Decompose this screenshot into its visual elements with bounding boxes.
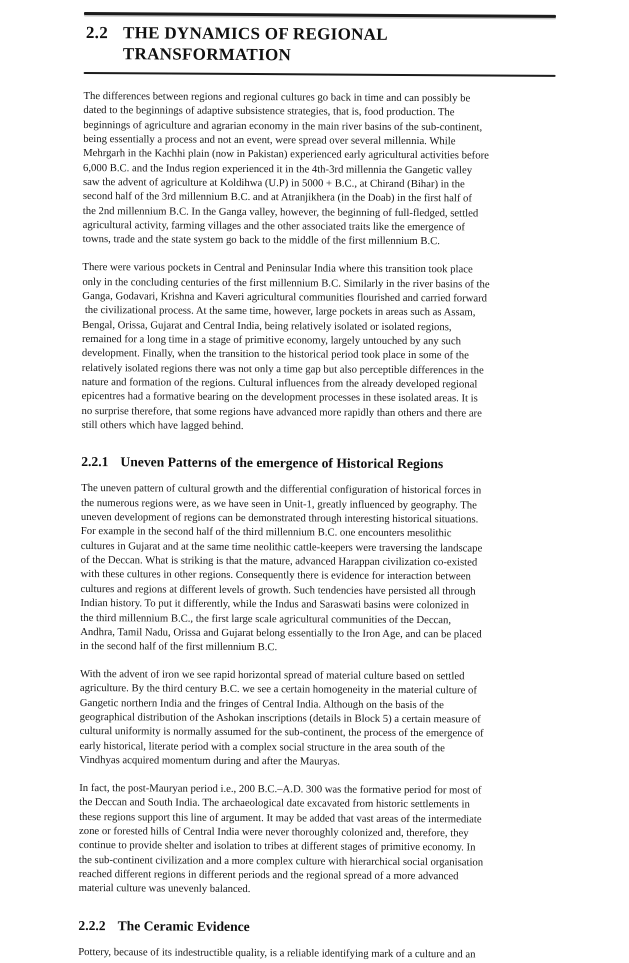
text-line: still others which have lagged behind. — [81, 419, 244, 433]
text-line: There were various pockets in Central and Peninsular India where this transition took place — [82, 261, 473, 276]
text-line: 6,000 B.C. and the Indus region experienced it in the 4th-3rd millennia the Gangetic valley — [83, 161, 473, 177]
text-line: In fact, the post-Mauryan period i.e., 200 B.C.–A.D. 300 was the formative period for most of — [79, 781, 482, 797]
paragraph — [80, 481, 553, 656]
section-heading — [81, 453, 553, 473]
text-line: geographical distribution of the Ashokan inscriptions (details in Block 5) a certain measure of — [79, 711, 481, 726]
text-line: towns, trade and the state system go back to the middle of the first millennium B.C. — [82, 233, 441, 248]
chapter-title-line-2: TRANSFORMATION — [122, 43, 292, 64]
text-line: Vindhyas acquired momentum during and after the Mauryas. — [79, 754, 341, 768]
paragraph — [78, 945, 550, 962]
text-line: being essentially a process and not an event, were spread over several millennia. While — [83, 133, 456, 148]
text-line: uneven development of regions can be demonstrated through interesting historical situations. — [80, 511, 479, 526]
text-line: Mehrgarh in the Kachhi plain (now in Pakistan) experienced early agricultural activities before — [83, 147, 489, 162]
paragraph — [79, 781, 552, 899]
paragraph — [81, 260, 554, 435]
chapter-heading — [84, 12, 556, 77]
text-line: With the advent of iron we see rapid horizontal spread of material culture based on settled — [79, 668, 465, 683]
heading-rule-bottom — [84, 71, 556, 76]
text-line: with these cultures in other regions. Consequently there is evidence for interaction between — [80, 568, 471, 583]
text-line: the sub-continent civilization and a more complex culture with hierarchical social organisation — [78, 853, 484, 869]
document-body — [78, 89, 555, 962]
chapter-title — [86, 22, 556, 67]
text-line: The uneven pattern of cultural growth and the differential configuration of historical forces in — [81, 482, 482, 497]
text-line: Pottery, because of its indestructible quality, is a reliable identifying mark of a culture and an — [78, 945, 476, 961]
text-line: Indian history. To put it differently, while the Indus and Saraswati basins were colonized in — [80, 597, 470, 612]
text-line: the third millennium B.C., the first large scale agricultural communities of the Deccan, — [80, 611, 452, 626]
text-line: reached different regions in different periods and the regional spread of a more advanced — [78, 867, 459, 883]
text-line: agricultural activity, farming villages and the other associated traits like the emergence of — [82, 219, 465, 234]
text-line: the Deccan and South India. The archaeological date excavated from historic settlements in — [79, 796, 470, 811]
heading-rule-top — [84, 12, 556, 17]
text-line: Bengal, Orissa, Gujarat and Central India, being relatively isolated or isolated regions, — [82, 318, 452, 333]
text-line: continue to provide shelter and isolation to tribes at different stages of primitive economy. In — [78, 839, 476, 854]
text-line: only in the concluding centuries of the first millennium B.C. Similarly in the river basins of the — [82, 275, 490, 291]
page-content — [78, 12, 556, 963]
text-line: For example in the second half of the third millennium B.C. one encounters mesolithic — [80, 525, 452, 540]
text-line: cultures in Gujarat and at the same time neolithic cattle-keepers were traversing the landscape — [80, 539, 483, 555]
text-line: these regions support this line of argument. It may be added that vast areas of the intermediate — [79, 810, 482, 826]
text-line: in the second half of the first millennium B.C. — [80, 640, 278, 654]
chapter-number: 2.2 — [85, 22, 109, 42]
section-heading — [78, 917, 550, 937]
text-line: cultural uniformity is normally assumed for the sub-continent, the process of the emergence of — [79, 725, 484, 740]
text-line: dated to the beginnings of adaptive subsistence strategies, that is, food production. The — [83, 104, 455, 119]
section-number: 2.2.2 — [78, 917, 106, 933]
text-line: no surprise therefore, that some regions have advanced more rapidly than others and there are — [81, 404, 482, 420]
text-line: the civilizational process. At the same time, however, large pockets in areas such as Assam, — [82, 304, 476, 319]
text-line: nature and formation of the regions. Cultural influences from the already developed regional — [81, 376, 478, 391]
paragraph — [79, 667, 552, 770]
text-line: early historical, literate period with a complex social structure in the area south of the — [79, 739, 445, 754]
section-number: 2.2.1 — [81, 454, 109, 470]
text-line: the 2nd millennium B.C. In the Ganga valley, however, the beginning of full-fledged, settled — [82, 204, 479, 220]
text-line: relatively isolated regions there was not only a time gap but also perceptible differences in the — [81, 361, 484, 377]
chapter-title-line-1: THE DYNAMICS OF REGIONAL — [122, 22, 388, 44]
text-line: the numerous regions were, as we have seen in Unit-1, greatly influenced by geography. The — [80, 496, 477, 512]
text-line: beginnings of agriculture and agrarian economy in the main river basins of the sub-continent, — [83, 118, 483, 134]
text-line: cultures and regions at different levels of growth. Such tendencies have persisted all through — [80, 582, 476, 598]
text-line: The differences between regions and regional cultures go back in time and can possibly be — [83, 89, 471, 105]
text-line: Gangetic northern India and the fringes of Central India. Although on the basis of the — [79, 696, 444, 711]
section-title: Uneven Patterns of the emergence of Historical Regions — [120, 454, 444, 472]
text-line: Andhra, Tamil Nadu, Orissa and Gujarat belong essentially to the Iron Age, and can be placed — [80, 625, 482, 641]
text-line: remained for a long time in a stage of primitive economy, largely untouched by any such — [81, 332, 462, 348]
text-line: agriculture. By the third century B.C. we see a certain homogeneity in the material culture of — [79, 682, 477, 697]
text-line: of the Deccan. What is striking is that the mature, advanced Harappan civilization co-existed — [80, 554, 478, 569]
text-line: zone or forested hills of Central India were never thoroughly colonized and, therefore, they — [78, 824, 469, 840]
text-line: second half of the 3rd millennium B.C. and at Atranjikhera (in the Doab) in the first half of — [82, 190, 473, 205]
text-line: saw the advent of agriculture at Koldihwa (U.P) in 5000 + B.C., at Chirand (Bihar) in the — [82, 176, 465, 191]
text-line: Ganga, Godavari, Krishna and Kaveri agricultural communities flourished and carried forward — [82, 289, 488, 305]
text-line: epicentres had a formative bearing on the development processes in these isolated areas. It is — [81, 390, 478, 405]
section-title: The Ceramic Evidence — [117, 917, 250, 934]
text-line: development. Finally, when the transition to the historical period took place in some of the — [81, 347, 469, 362]
chapter-title-text — [123, 22, 388, 66]
paragraph — [83, 89, 556, 250]
text-line: material culture was unevenly balanced. — [78, 882, 251, 896]
